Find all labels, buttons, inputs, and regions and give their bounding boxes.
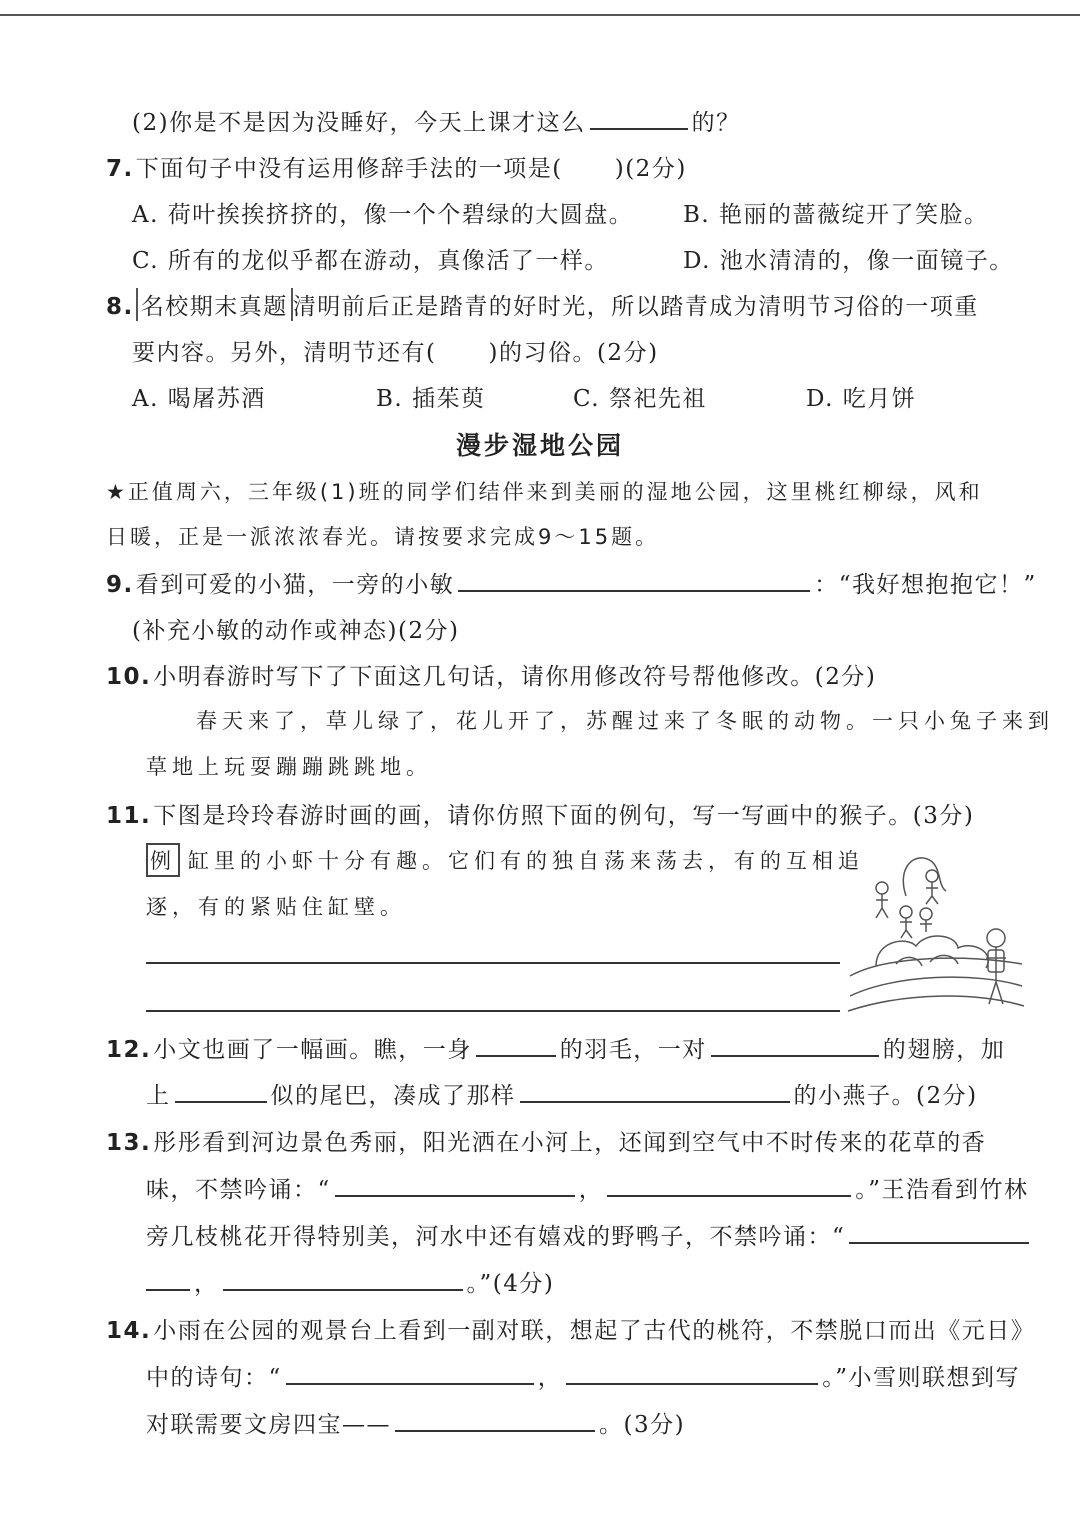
q10-stem: 10.小明春游时写下了下面这几句话，请你用修改符号帮他修改。(2分) bbox=[106, 664, 877, 690]
intro-line1: ★正值周六，三年级(1)班的同学们结伴来到美丽的湿地公园，这里桃红柳绿，风和 bbox=[106, 480, 983, 504]
q8-stem-line1: 8. 名校期末真题 清明前后正是踏青的好时光，所以踏青成为清明节习俗的一项重 bbox=[106, 288, 979, 321]
q7-stem: 7.下面句子中没有运用修辞手法的一项是( )(2分) bbox=[106, 156, 687, 182]
q13-blank-4[interactable] bbox=[223, 1269, 463, 1291]
q13-blank-2[interactable] bbox=[607, 1175, 851, 1197]
q14-line2: 中的诗句：“ ， 。”小雪则联想到写 bbox=[146, 1365, 1021, 1391]
q12-blank-4[interactable] bbox=[520, 1081, 790, 1103]
q8-option-c: C. 祭祀先祖 bbox=[573, 386, 707, 412]
q12-line1: 12.小文也画了一幅画。瞧，一身 的羽毛，一对 的翅膀，加 bbox=[106, 1037, 1006, 1063]
q11-answer-line-2[interactable] bbox=[146, 1010, 840, 1012]
q13-line3: 旁几枝桃花开得特别美，河水中还有嬉戏的野鸭子，不禁吟诵：“ bbox=[146, 1218, 1033, 1251]
q11-answer-line-1[interactable] bbox=[146, 962, 840, 964]
q14-blank-1[interactable] bbox=[286, 1363, 534, 1385]
monkey-icon bbox=[926, 870, 938, 882]
q6-blank[interactable] bbox=[590, 108, 688, 130]
q13-line4: ， 。”(4分) bbox=[146, 1265, 554, 1298]
q9-stem: 9.看到可爱的小猫，一旁的小敏 ：“我好想抱抱它！” bbox=[106, 572, 1037, 598]
child-icon bbox=[987, 929, 1005, 947]
q13-blank-3-cont[interactable] bbox=[146, 1269, 190, 1291]
q7-option-c: C. 所有的龙似乎都在游动，真像活了一样。 bbox=[132, 248, 609, 274]
monkey-icon bbox=[920, 908, 932, 920]
q7-option-b: B. 艳丽的蔷薇绽开了笑脸。 bbox=[683, 202, 989, 228]
section-title: 漫步湿地公园 bbox=[455, 431, 624, 460]
q11-stem: 11.下图是玲玲春游时画的画，请你仿照下面的例句，写一写画中的猴子。(3分) bbox=[106, 803, 975, 829]
monkey-icon bbox=[876, 882, 888, 894]
q10-passage-line2: 草地上玩耍蹦蹦跳跳地。 bbox=[146, 755, 432, 779]
monkey-fountain-illustration bbox=[846, 846, 1026, 1018]
q14-line1: 14.小雨在公园的观景台上看到一副对联，想起了古代的桃符，不禁脱口而出《元日》 bbox=[106, 1318, 1036, 1344]
q13-blank-3[interactable] bbox=[849, 1222, 1029, 1244]
q11-example-line2: 逐，有的紧贴住缸壁。 bbox=[146, 895, 406, 919]
q13-line1: 13.彤彤看到河边景色秀丽，阳光洒在小河上，还闻到空气中不时传来的花草的香 bbox=[106, 1130, 987, 1156]
q6-part2: (2)你是不是因为没睡好，今天上课才这么 的？ bbox=[132, 110, 741, 136]
q13-line2: 味，不禁吟诵：“ ， 。”王浩看到竹林 bbox=[146, 1177, 1029, 1203]
q10-passage-line1: 春天来了，草儿绿了，花儿开了，苏醒过来了冬眠的动物。一只小兔子来到 bbox=[196, 709, 1054, 733]
q8-option-a: A. 喝屠苏酒 bbox=[132, 386, 266, 412]
q9-blank[interactable] bbox=[458, 570, 810, 592]
q11-example-line1: 例 缸里的小虾十分有趣。它们有的独自荡来荡去，有的互相追 bbox=[146, 843, 864, 877]
fountain-water-icon bbox=[903, 858, 946, 896]
q12-blank-1[interactable] bbox=[476, 1035, 556, 1057]
q7-option-d: D. 池水清清的，像一面镜子。 bbox=[683, 248, 1014, 274]
q7-option-a: A. 荷叶挨挨挤挤的，像一个个碧绿的大圆盘。 bbox=[132, 202, 634, 228]
q13-blank-1[interactable] bbox=[335, 1175, 575, 1197]
intro-line2: 日暖，正是一派浓浓春光。请按要求完成9～15题。 bbox=[106, 525, 660, 549]
example-tag: 例 bbox=[146, 843, 180, 877]
q9-note: (补充小敏的动作或神态)(2分) bbox=[132, 618, 460, 644]
q8-stem-line2: 要内容。另外，清明节还有( )的习俗。(2分) bbox=[132, 340, 659, 366]
q12-blank-2[interactable] bbox=[711, 1035, 879, 1057]
q12-line2: 上 似的尾巴，凑成了那样 的小燕子。(2分) bbox=[146, 1083, 978, 1109]
monkey-icon bbox=[900, 906, 912, 918]
q14-blank-2[interactable] bbox=[566, 1363, 818, 1385]
q8-option-d: D. 吃月饼 bbox=[806, 386, 917, 412]
q14-blank-3[interactable] bbox=[395, 1410, 595, 1432]
q12-blank-3[interactable] bbox=[175, 1081, 267, 1103]
q8-source-tag: 名校期末真题 bbox=[136, 288, 293, 321]
q14-line3: 对联需要文房四宝—— 。(3分) bbox=[146, 1412, 686, 1438]
top-rule bbox=[0, 14, 1080, 16]
q8-option-b: B. 插茱萸 bbox=[376, 386, 486, 412]
